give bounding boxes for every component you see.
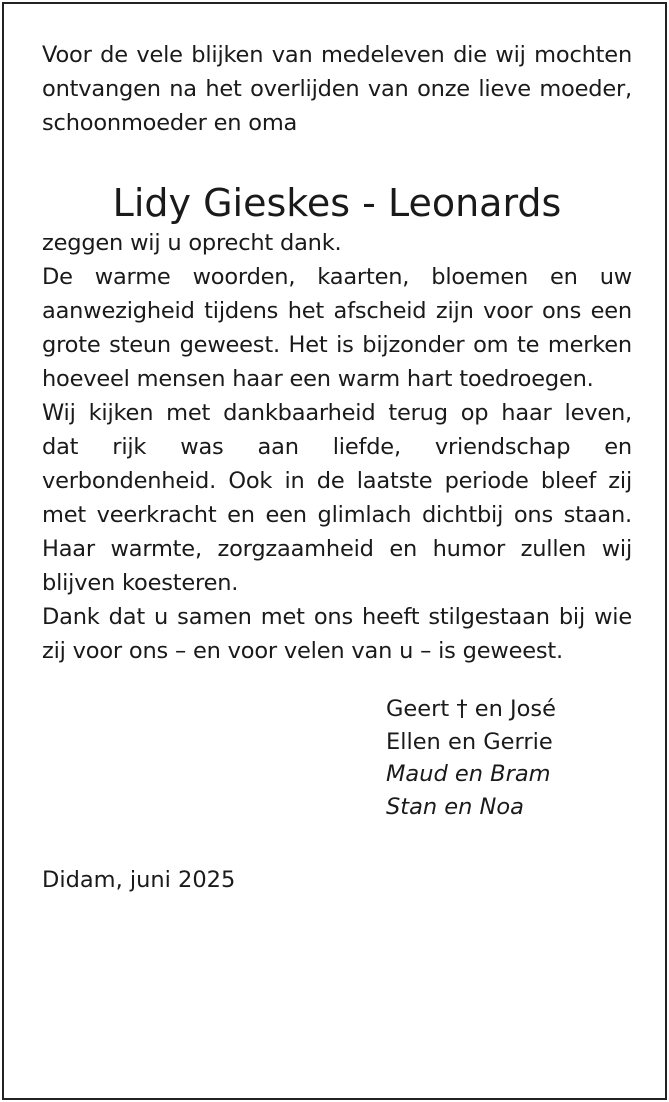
paragraph-support: De warme woorden, kaarten, bloemen en uw aanwezigheid tijdens het afscheid zijn voor ons een grote steun geweest. Het is bijzonder om te merken hoeveel mensen haar een warm hart toedroegen. <box>42 264 632 392</box>
signature-line: Geert † en José <box>386 696 556 722</box>
notice-content <box>42 38 632 897</box>
paragraph-gratitude: Dank dat u samen met ons heeft stilgestaan bij wie zij voor ons – en voor velen van u – is geweest. <box>42 604 632 664</box>
paragraph-memories: Wij kijken met dankbaarheid terug op haar leven, dat rijk was aan liefde, vriendschap en verbondenheid. Ook in de laatste periode bleef zij met veerkracht en een glimlach dichtbij ons staan. Haar warmte, zorgzaamheid en humor zullen wij blijven koesteren. <box>42 400 632 596</box>
signature-line: Ellen en Gerrie <box>386 728 553 755</box>
signature-line: Stan en Noa <box>386 793 524 820</box>
place-date: Didam, juni 2025 <box>42 867 236 893</box>
deceased-name: Lidy Gieskes - Leonards <box>112 181 562 225</box>
intro-paragraph: Voor de vele blijken van medeleven die wij mochten ontvangen na het overlijden van onze lieve moeder, schoonmoeder en oma <box>42 42 632 136</box>
thanks-line: zeggen wij u oprecht dank. <box>42 230 342 256</box>
signature-line: Maud en Bram <box>386 761 551 787</box>
family-signatures <box>386 693 632 823</box>
notice-card <box>2 2 667 1100</box>
